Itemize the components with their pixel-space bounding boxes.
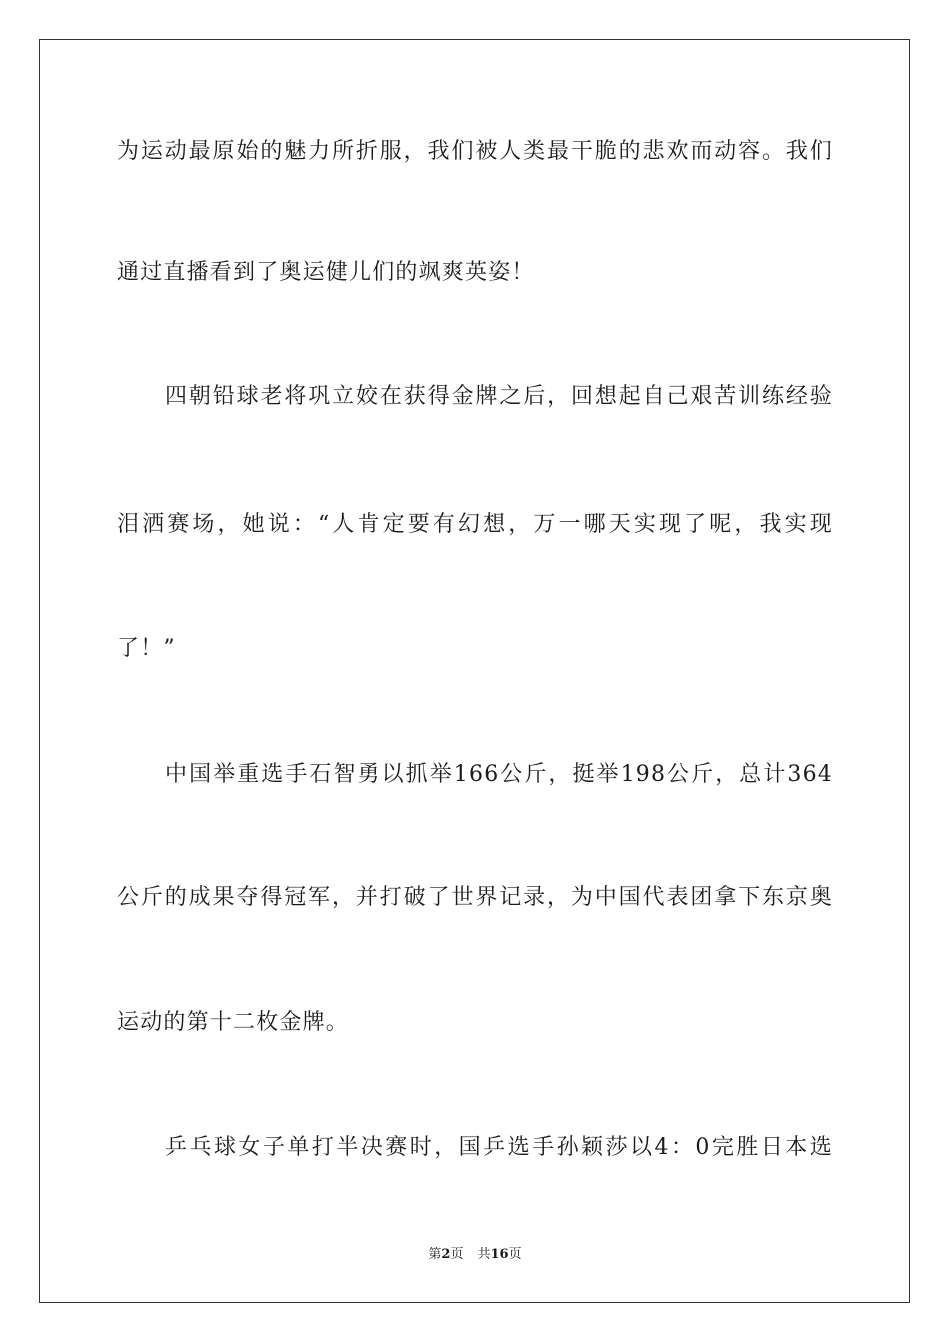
total-pages: 16 bbox=[490, 1247, 509, 1262]
paragraph-start-line: 四朝铅球老将巩立姣在获得金牌之后，回想起自己艰苦训练经验 bbox=[165, 384, 833, 409]
text-line-4: 泪洒赛场，她说：“人肯定要有幻想，万一哪天实现了呢，我实现 bbox=[117, 512, 833, 537]
text-line-1: 为运动最原始的魅力所折服，我们被人类最干脆的悲欢而动容。我们 bbox=[117, 139, 833, 164]
total-suffix: 页 bbox=[508, 1247, 522, 1262]
total-prefix: 共 bbox=[477, 1247, 491, 1262]
text-line-5: 了！” bbox=[117, 636, 176, 661]
paragraph-start-line: 中国举重选手石智勇以抓举166公斤，挺举198公斤，总计364 bbox=[165, 762, 833, 787]
page-prefix: 第 bbox=[428, 1247, 442, 1262]
page-suffix: 页 bbox=[450, 1247, 464, 1262]
page-footer bbox=[0, 1246, 950, 1264]
text-line-7: 公斤的成果夺得冠军，并打破了世界记录，为中国代表团拿下东京奥 bbox=[117, 885, 833, 910]
page-number: 2 bbox=[441, 1247, 451, 1262]
text-line-2: 通过直播看到了奥运健儿们的飒爽英姿！ bbox=[117, 260, 535, 285]
text-line-8: 运动的第十二枚金牌。 bbox=[117, 1010, 350, 1035]
paragraph-start-line: 乒乓球女子单打半决赛时，国乒选手孙颖莎以4：0完胜日本选 bbox=[165, 1135, 833, 1160]
page-border bbox=[39, 39, 910, 1303]
